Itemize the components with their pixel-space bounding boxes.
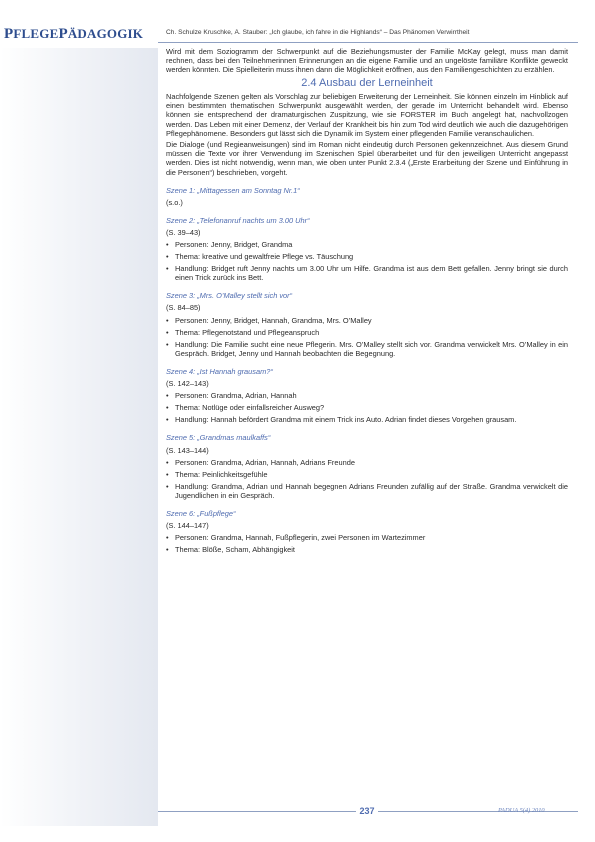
scene-pages: (S. 142–143) bbox=[166, 379, 209, 389]
list-item: • Thema: Blöße, Scham, Abhängigkeit bbox=[166, 545, 295, 555]
list-item: • Handlung: Grandma, Adrian und Hannah begegnen Adrians Freunden zufällig auf der Straße. Grandma verwickelt die Jugendlichen in ein Gespräch. bbox=[166, 481, 568, 500]
bullet-icon: • bbox=[166, 469, 169, 479]
bullet-icon: • bbox=[166, 415, 169, 425]
running-header: Ch. Schulze Kruschke, Ä. Stauber: „Ich glaube, ich fahre in die Highlands“ – Das Phänomen Verwirrtheit bbox=[166, 29, 470, 36]
bullet-icon: • bbox=[166, 457, 169, 467]
scene-pages: (S. 144–147) bbox=[166, 521, 209, 531]
bullet-icon: • bbox=[166, 264, 169, 274]
scene-pages: (S. 84–85) bbox=[166, 303, 201, 313]
bullet-icon: • bbox=[166, 339, 169, 349]
list-item: • Personen: Grandma, Adrian, Hannah, Adrians Freunde bbox=[166, 457, 355, 467]
scene-details bbox=[166, 240, 568, 282]
scene-4 bbox=[166, 367, 568, 424]
section-title: 2.4 Ausbau der Lerneinheit bbox=[301, 77, 433, 90]
header-rule bbox=[158, 42, 578, 43]
bullet-icon: • bbox=[166, 252, 169, 262]
scene-details bbox=[166, 391, 568, 424]
list-item: • Thema: kreative und gewaltfreie Pflege vs. Täuschung bbox=[166, 252, 354, 262]
scene-3 bbox=[166, 291, 568, 358]
scene-1 bbox=[166, 186, 568, 207]
paragraph-2: Die Dialoge (und Regieanweisungen) sind im Roman nicht eindeutig durch Personen gekennzeichnet. Aus diesem Grund müssen die Texte vor ihrer Verwendung im Szenischen Spiel überarbeitet und für den jeweiligen Unterricht angepasst werden. Dies ist nicht notwendig, wenn man, wie oben unter Punkt 2.3.4 („Erste Erarbeitung der Szene und Einführung in die Personen“) beschrieben, vorgeht. bbox=[166, 140, 568, 177]
journal-logo: PFLEGEPÄDAGOGIK bbox=[4, 26, 144, 42]
scene-2 bbox=[166, 216, 568, 283]
list-item: • Thema: Peinlichkeitsgefühle bbox=[166, 469, 268, 479]
bullet-icon: • bbox=[166, 545, 169, 555]
sidebar-shade bbox=[0, 48, 158, 826]
scene-title: Szene 3: „Mrs. O’Malley stellt sich vor“ bbox=[166, 291, 293, 301]
bullet-icon: • bbox=[166, 240, 169, 249]
scene-6 bbox=[166, 509, 568, 554]
list-item: • Handlung: Hannah befördert Grandma mit einem Trick ins Auto. Adrian findet dieses Vorgehen grausam. bbox=[166, 415, 517, 425]
list-item: • Personen: Jenny, Bridget, Grandma bbox=[166, 240, 293, 249]
scene-pages: (S. 39–43) bbox=[166, 227, 201, 237]
bullet-icon: • bbox=[166, 481, 169, 491]
scene-details bbox=[166, 533, 568, 554]
scene-title: Szene 2: „Telefonanruf nachts um 3.00 Uhr“ bbox=[166, 215, 310, 225]
scene-title: Szene 1: „Mittagessen am Sonntag Nr.1“ bbox=[166, 185, 300, 195]
list-item: • Handlung: Die Familie sucht eine neue Pflegerin. Mrs. O’Malley stellt sich vor. Grandma verwickelt Mrs. O’Malley in ein Gespräch. Bridget, Jenny und Hannah beobachten die Begegnung. bbox=[166, 339, 568, 358]
journal-citation: PADUA 5(4) 2010 bbox=[498, 807, 545, 814]
bullet-icon: • bbox=[166, 315, 169, 325]
list-item: • Personen: Grandma, Adrian, Hannah bbox=[166, 391, 297, 401]
scene-title: Szene 4: „Ist Hannah grausam?“ bbox=[166, 366, 273, 376]
scene-details bbox=[166, 316, 568, 358]
bullet-icon: • bbox=[166, 403, 169, 413]
bullet-icon: • bbox=[166, 533, 169, 543]
page-number: 237 bbox=[356, 806, 378, 817]
scene-title: Szene 5: „Grandmas maulkaffs“ bbox=[166, 433, 271, 443]
list-item: • Personen: Grandma, Hannah, Fußpflegerin, zwei Personen im Wartezimmer bbox=[166, 533, 426, 543]
scene-pages: (S. 143–144) bbox=[166, 445, 209, 455]
scene-details bbox=[166, 458, 568, 500]
bullet-icon: • bbox=[166, 327, 169, 337]
list-item: • Thema: Notlüge oder einfallsreicher Ausweg? bbox=[166, 403, 325, 413]
bullet-icon: • bbox=[166, 391, 169, 401]
scene-title: Szene 6: „Fußpflege“ bbox=[166, 508, 236, 518]
list-item: • Thema: Pflegenotstand und Pflegeanspruch bbox=[166, 327, 320, 337]
paragraph-1: Nachfolgende Szenen gelten als Vorschlag zur beliebigen Erweiterung der Lerneinheit. Sie können einzeln im Hinblick auf einen bestimmten thematischen Schwerpunkt ausgewählt werden, der gerade im Unterricht behandelt wird. Ebenso können sie entsprechend der dramaturgischen Zuspitzung, wie sie FORSTER im Buch angelegt hat, nachvollzogen werden. Das Leben mit einer Demenz, der Verlauf der Krankheit bis hin zum Tod wird deutlich wie auch die dazugehörigen Pflegephänomene. Besonders gut lässt sich die Dynamik im System einer pflegenden Familie veranschaulichen. bbox=[166, 92, 568, 138]
list-item: • Personen: Jenny, Bridget, Hannah, Grandma, Mrs. O’Malley bbox=[166, 315, 372, 325]
scene-pages: (s.o.) bbox=[166, 197, 183, 207]
sidebar bbox=[0, 0, 158, 842]
list-item: • Handlung: Bridget ruft Jenny nachts um 3.00 Uhr um Hilfe. Grandma ist aus dem Bett gefallen. Jenny bringt sie durch einen Trick zurück ins Bett. bbox=[166, 264, 568, 283]
intro-paragraph: Wird mit dem Soziogramm der Schwerpunkt auf die Beziehungsmuster der Familie McKay gelegt, muss man damit rechnen, dass bei den Teilnehmerinnen Erinnerungen an die eigene Familie und an ungelöste familiäre Konflikte geweckt werden könnten. Die Spielleiterin muss ihnen dann die Möglichkeit eröffnen, aus den Familiengeschichten zu erzählen. bbox=[166, 47, 568, 75]
article-body bbox=[166, 47, 568, 557]
scene-5 bbox=[166, 433, 568, 500]
